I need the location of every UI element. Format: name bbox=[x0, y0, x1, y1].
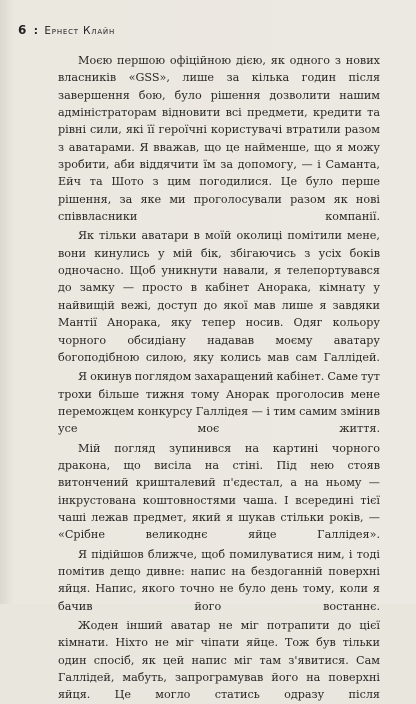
paragraph: Жоден інший аватар не міг потрапити до цієї кімнати. Ніхто не міг чіпати яйце. Тож був тільки один спосіб, як цей напис міг там з'явитися. Сам Галлідей, мабуть, запрограмував його на поверхні яйця. Це могло статись одразу після bbox=[58, 619, 380, 702]
body-text bbox=[58, 52, 380, 704]
running-head bbox=[18, 23, 115, 37]
paragraph: Моєю першою офіційною дією, як одного з нових власників «GSS», лише за кілька годин після завершення бою, було рішення дозволити нашим адміністраторам відновити всі предмети, кредити та рівні сили, які її героїчні користувачі втратили разом з аватарами. Я вважав, що це найменше, що я можу зробити, аби віддячити їм за допомогу, — і Саманта, Ейч та Шото з цим погодилися. Це було перше рішення, за яке ми проголосували разом як нові співвласники компанії. bbox=[58, 54, 380, 224]
paragraph: Я окинув поглядом захаращений кабінет. Саме тут трохи більше тижня тому Анорак проголосив мене переможцем конкурсу Галлідея — і тим самим змінив усе моє життя. bbox=[58, 370, 380, 436]
author-name: Ернест Клайн bbox=[44, 25, 116, 37]
header-separator: : bbox=[33, 25, 39, 37]
paragraph: Як тільки аватари в моїй околиці помітили мене, вони кинулись у мій бік, збігаючись з усіх боків одночасно. Щоб уникнути навали, я телепортувався до замку — просто в кабінет Анорака, кімнату у найвищій вежі, доступ до якої мав лише я завдяки Мантії Анорака, яку тепер носив. Одяг кольору чорного обсидіану надавав моєму аватару богоподібною силою, яку колись мав сам Галлідей. bbox=[58, 229, 380, 364]
paragraph: Я підійшов ближче, щоб помилуватися ним, і тоді помітив дещо дивне: напис на бездоганній поверхні яйця. Напис, якого точно не було день тому, коли я бачив його востаннє. bbox=[58, 547, 380, 613]
paragraph: Мій погляд зупинився на картині чорного дракона, що висіла на стіні. Під нею стояв витончений кришталевий п'єдестал, а на ньому — інкрустована коштовностями чаша. І всередині тієї чаші лежав предмет, який я шукав стільки років, — «Срібне великоднє яйце Галлідея». bbox=[58, 441, 380, 542]
page-number: 6 bbox=[18, 23, 27, 37]
